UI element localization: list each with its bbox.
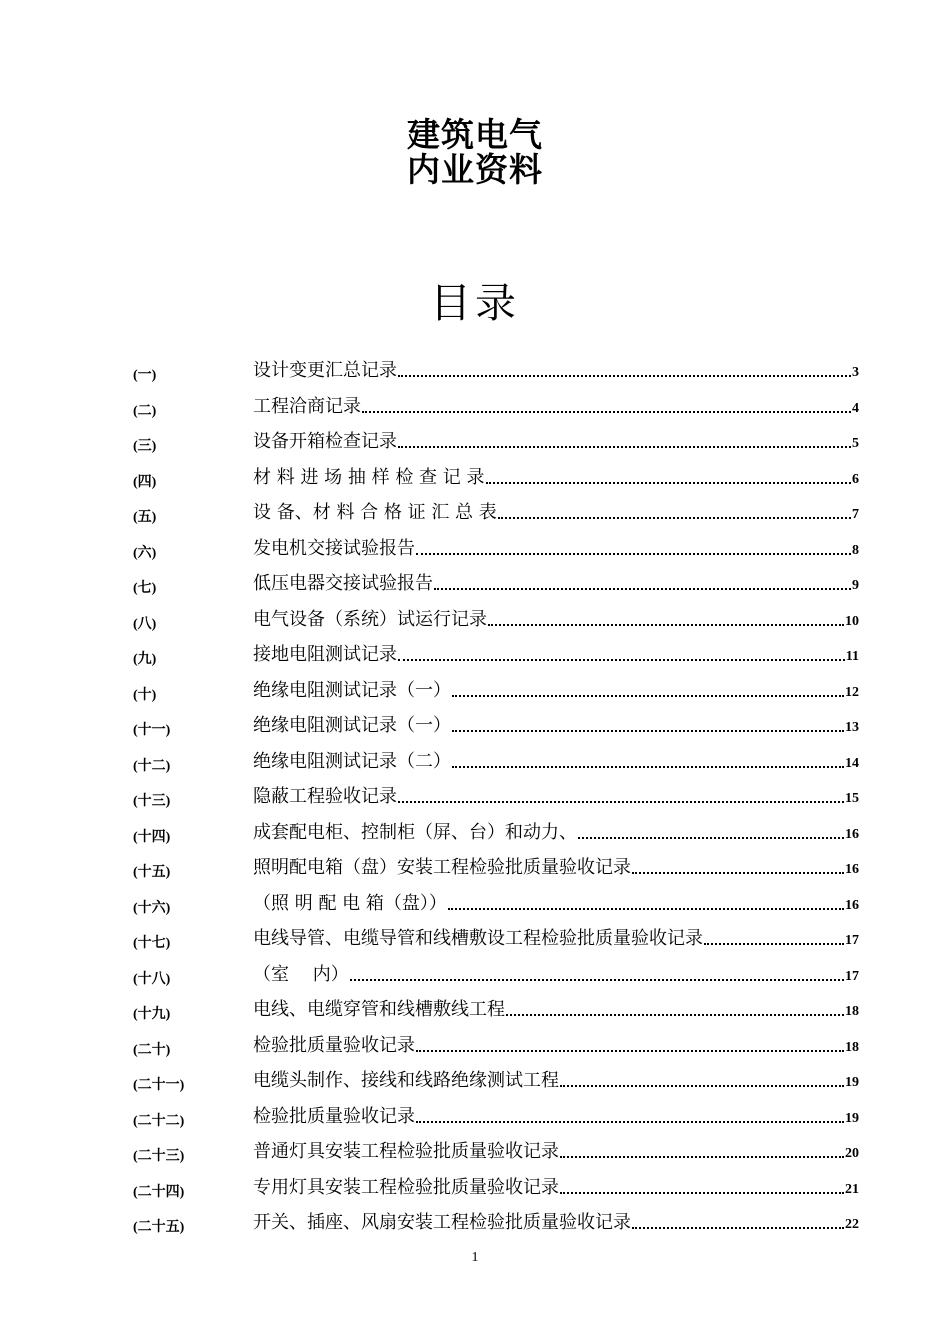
toc-entry-number: (十二)	[133, 758, 171, 774]
toc-entry-page: 15	[845, 791, 859, 806]
toc-dot-leader	[434, 588, 851, 590]
toc-entry-line	[253, 923, 859, 951]
toc-entry-page: 19	[845, 1110, 859, 1126]
toc-entry-page: 5	[852, 436, 859, 451]
toc-entry-page: 18	[845, 1039, 859, 1055]
toc-entry[interactable]	[0, 746, 950, 776]
toc-entry-number: (九)	[133, 652, 157, 667]
document-title-line2: 内业资料	[407, 150, 543, 189]
toc-entry[interactable]	[0, 391, 950, 421]
toc-dot-leader	[506, 1014, 844, 1016]
toc-entry-number: (二十)	[133, 1042, 171, 1058]
toc-entry-number: (一)	[133, 368, 157, 383]
toc-heading: 目录	[430, 279, 520, 327]
toc-entry-title: （照 明 配 电 箱（盘））	[253, 892, 447, 914]
toc-entry-page: 20	[845, 1146, 859, 1161]
toc-entry-line	[253, 817, 859, 845]
toc-dot-leader	[498, 517, 851, 519]
toc-entry-line	[253, 746, 859, 774]
toc-entry-title: 电线导管、电缆导管和线槽敷设工程检验批质量验收记录	[253, 928, 703, 949]
toc-entry-page: 19	[845, 1075, 859, 1090]
toc-entry-title: 低压电器交接试验报告	[253, 573, 433, 594]
toc-dot-leader	[632, 1227, 844, 1229]
toc-entry[interactable]	[0, 817, 950, 847]
toc-entry-title: 接地电阻测试记录	[253, 644, 397, 665]
page-number: 1	[471, 1250, 479, 1265]
toc-entry[interactable]	[0, 568, 950, 598]
toc-entry-number: (十三)	[133, 794, 171, 809]
toc-entry[interactable]	[0, 959, 950, 989]
toc-dot-leader	[350, 979, 844, 981]
toc-entry-title: 设 备、材 料 合 格 证 汇 总 表	[253, 502, 497, 523]
toc-entry-page: 14	[845, 755, 859, 771]
toc-entry-line	[253, 639, 859, 667]
toc-entry-page: 13	[845, 720, 859, 735]
toc-entry-number: (二十三)	[133, 1149, 185, 1164]
toc-entry-page: 12	[845, 684, 859, 700]
toc-entry-title: 隐蔽工程验收记录	[253, 786, 397, 807]
toc-entry-number: (二十五)	[133, 1220, 185, 1235]
toc-dot-leader	[704, 943, 844, 945]
toc-entry-title: 发电机交接试验报告	[253, 537, 415, 559]
toc-entry-number: (十一)	[133, 723, 171, 738]
toc-entry-number: (八)	[133, 616, 157, 632]
toc-entry-line	[253, 959, 859, 987]
toc-dot-leader	[416, 1050, 844, 1052]
toc-entry[interactable]	[0, 675, 950, 705]
toc-entry-line	[253, 1030, 859, 1058]
toc-entry-number: (四)	[133, 474, 157, 490]
toc-entry-line	[253, 391, 859, 419]
toc-entry-page: 17	[845, 933, 859, 948]
toc-entry-line	[253, 994, 859, 1022]
toc-entry[interactable]	[0, 781, 950, 811]
toc-entry[interactable]	[0, 1172, 950, 1202]
toc-entry[interactable]	[0, 994, 950, 1024]
document-title-line1: 建筑电气	[407, 115, 543, 154]
toc-entry[interactable]	[0, 426, 950, 456]
toc-entry-number: (二十一)	[133, 1078, 185, 1093]
toc-entry-number: (五)	[133, 510, 157, 525]
toc-dot-leader	[416, 553, 851, 555]
toc-entry-page: 16	[845, 862, 859, 877]
toc-entry-number: (十七)	[133, 936, 171, 951]
toc-entry[interactable]	[0, 1101, 950, 1131]
toc-entry-number: (七)	[133, 581, 157, 596]
toc-entry-page: 8	[852, 542, 859, 558]
toc-entry-title: 电气设备（系统）试运行记录	[253, 608, 487, 630]
toc-dot-leader	[452, 730, 844, 732]
toc-dot-leader	[398, 375, 851, 377]
toc-entry-number: (二)	[133, 403, 157, 419]
toc-dot-leader	[416, 1121, 844, 1123]
toc-entry-page: 18	[845, 1004, 859, 1019]
toc-dot-leader	[578, 837, 844, 839]
toc-entry-line	[253, 781, 859, 809]
toc-dot-leader	[452, 695, 844, 697]
toc-entry[interactable]	[0, 1030, 950, 1060]
toc-entry-title: 材 料 进 场 抽 样 检 查 记 录	[253, 466, 485, 488]
toc-dot-leader	[398, 659, 845, 661]
toc-entry-line	[253, 675, 859, 703]
toc-dot-leader	[452, 766, 844, 768]
toc-entry-page: 9	[852, 578, 859, 593]
toc-entry-page: 17	[845, 968, 859, 984]
toc-entry[interactable]	[0, 497, 950, 527]
toc-entry-line	[253, 462, 859, 490]
toc-entry[interactable]	[0, 923, 950, 953]
toc-entry-number: (十)	[133, 687, 157, 703]
toc-dot-leader	[488, 624, 844, 626]
toc-entry-line	[253, 1136, 859, 1164]
toc-dot-leader	[560, 1085, 844, 1087]
toc-entry-page: 7	[852, 507, 859, 522]
toc-dot-leader	[486, 482, 852, 484]
toc-entry-page: 16	[845, 897, 859, 913]
toc-dot-leader	[398, 446, 851, 448]
toc-entry-number: (二十二)	[133, 1113, 185, 1129]
toc-dot-leader	[362, 411, 851, 413]
toc-entry-line	[253, 604, 859, 632]
toc-entry-page: 11	[845, 649, 859, 664]
toc-entry[interactable]	[0, 355, 950, 385]
toc-dot-leader	[560, 1192, 844, 1194]
toc-entry-number: (三)	[133, 439, 157, 454]
toc-entry[interactable]	[0, 533, 950, 563]
toc-entry-line	[253, 1172, 859, 1200]
toc-entry-line	[253, 852, 859, 880]
toc-entry-line	[253, 568, 859, 596]
toc-entry-page: 4	[852, 400, 859, 416]
toc-dot-leader	[448, 908, 844, 910]
toc-entry-line	[253, 1207, 859, 1235]
toc-entry[interactable]	[0, 1207, 950, 1237]
toc-entry[interactable]	[0, 1065, 950, 1095]
toc-entry-number: (十五)	[133, 865, 171, 880]
toc-entry[interactable]	[0, 852, 950, 882]
toc-entry-line	[253, 355, 859, 383]
toc-entry-page: 10	[845, 613, 859, 629]
toc-entry-line	[253, 888, 859, 916]
toc-entry-number: (十四)	[133, 829, 171, 845]
toc-entry-line	[253, 497, 859, 525]
toc-entry-title: 开关、插座、风扇安装工程检验批质量验收记录	[253, 1212, 631, 1233]
toc-entry-number: (十九)	[133, 1007, 171, 1022]
toc-dot-leader	[398, 801, 844, 803]
toc-entry[interactable]	[0, 604, 950, 634]
toc-entry-line	[253, 1101, 859, 1129]
toc-entry[interactable]	[0, 639, 950, 669]
toc-dot-leader	[560, 1156, 844, 1158]
toc-entry-title: 电线、电缆穿管和线槽敷线工程	[253, 999, 505, 1020]
toc-entry-line	[253, 533, 859, 561]
toc-entry-title: 检验批质量验收记录	[253, 1034, 415, 1056]
toc-entry-title: 电缆头制作、接线和线路绝缘测试工程	[253, 1070, 559, 1091]
toc-entry-title: 设计变更汇总记录	[253, 360, 397, 381]
toc-entry-title: 工程洽商记录	[253, 395, 361, 417]
toc-entry-number: (十八)	[133, 971, 171, 987]
toc-entry-title: 设备开箱检查记录	[253, 431, 397, 452]
toc-entry-title: 绝缘电阻测试记录（二）	[253, 750, 451, 772]
toc-entry-title: 普通灯具安装工程检验批质量验收记录	[253, 1141, 559, 1162]
toc-entry-number: (六)	[133, 545, 157, 561]
toc-entry-page: 6	[852, 471, 859, 487]
toc-entry-title: 照明配电箱（盘）安装工程检验批质量验收记录	[253, 857, 631, 878]
toc-entry-title: 检验批质量验收记录	[253, 1105, 415, 1127]
toc-entry-title: 成套配电柜、控制柜（屏、台）和动力、	[253, 821, 577, 843]
toc-entry-page: 16	[845, 826, 859, 842]
toc-dot-leader	[632, 872, 844, 874]
toc-entry-line	[253, 426, 859, 454]
toc-entry[interactable]	[0, 710, 950, 740]
toc-entry-title: 绝缘电阻测试记录（一）	[253, 679, 451, 701]
toc-entry-title: 绝缘电阻测试记录（一）	[253, 715, 451, 736]
toc-entry-title: （室 内）	[253, 963, 349, 985]
toc-entry-title: 专用灯具安装工程检验批质量验收记录	[253, 1176, 559, 1198]
toc-entry-page: 22	[845, 1217, 859, 1232]
toc-entry-line	[253, 710, 859, 738]
toc-entry-page: 3	[852, 365, 859, 380]
toc-entry-number: (十六)	[133, 900, 171, 916]
toc-entry-page: 21	[845, 1181, 859, 1197]
toc-entry-line	[253, 1065, 859, 1093]
toc-entry-number: (二十四)	[133, 1184, 185, 1200]
toc-entry[interactable]	[0, 462, 950, 492]
toc-entry[interactable]	[0, 1136, 950, 1166]
toc-entry[interactable]	[0, 888, 950, 918]
